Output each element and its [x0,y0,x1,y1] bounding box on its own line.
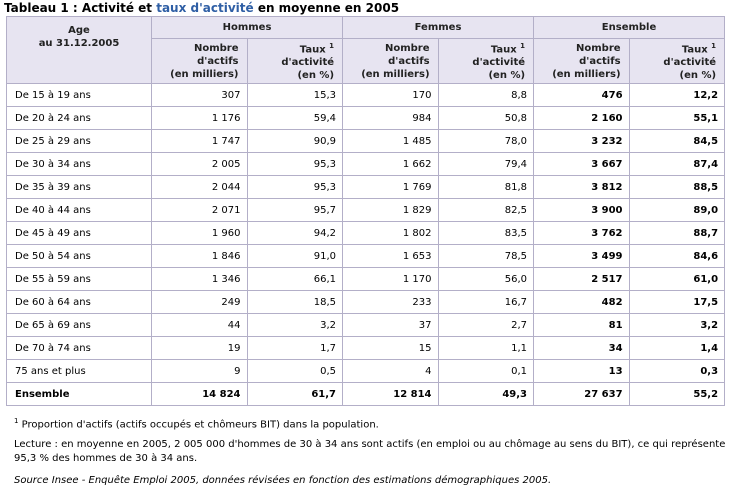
hommes-nombre-cell: 14 824 [152,383,248,406]
ensemble-taux-cell: 1,4 [629,337,725,360]
ensemble-taux-cell: 12,2 [629,84,725,107]
ensemble-nombre-cell: 34 [534,337,630,360]
ensemble-taux-cell: 88,7 [629,222,725,245]
femmes-taux-cell: 50,8 [438,107,534,130]
age-cell: De 60 à 64 ans [7,291,152,314]
hommes-nombre-cell: 1 960 [152,222,248,245]
age-cell: Ensemble [7,383,152,406]
ensemble-nombre-cell: 3 812 [534,176,630,199]
femmes-taux-cell: 0,1 [438,360,534,383]
ensemble-nombre-cell: 2 160 [534,107,630,130]
femmes-nombre-cell: 12 814 [343,383,439,406]
subheader-taux-2: d'activité [472,57,526,69]
age-header-line2: au 31.12.2005 [38,38,120,49]
hommes-taux-cell: 94,2 [247,222,343,245]
table-row [7,176,725,199]
subheader-taux-activite [247,39,343,84]
table-row [7,199,725,222]
notes [14,414,726,488]
ensemble-nombre-cell: 482 [534,291,630,314]
femmes-taux-cell: 1,1 [438,337,534,360]
femmes-taux-cell: 49,3 [438,383,534,406]
title-suffix: en moyenne en 2005 [253,1,400,15]
table-row [7,222,725,245]
subheader-nombre-3: (en milliers) [361,68,430,80]
femmes-nombre-cell: 15 [343,337,439,360]
subheader-nombre-3: (en milliers) [552,68,621,80]
femmes-taux-cell: 83,5 [438,222,534,245]
femmes-nombre-cell: 1 769 [343,176,439,199]
age-cell: De 50 à 54 ans [7,245,152,268]
table-row [7,245,725,268]
hommes-taux-cell: 15,3 [247,84,343,107]
femmes-taux-cell: 81,8 [438,176,534,199]
age-cell: De 35 à 39 ans [7,176,152,199]
ensemble-taux-cell: 89,0 [629,199,725,222]
hommes-taux-cell: 18,5 [247,291,343,314]
ensemble-taux-cell: 55,1 [629,107,725,130]
ensemble-taux-cell: 84,5 [629,130,725,153]
hommes-taux-cell: 95,7 [247,199,343,222]
group-header-ensemble: Ensemble [534,17,725,39]
footnote [14,414,726,432]
hommes-taux-cell: 1,7 [247,337,343,360]
subheader-taux-3: (en %) [679,70,717,82]
hommes-taux-cell: 90,9 [247,130,343,153]
footnote-ref: 1 [711,41,717,50]
table-row [7,314,725,337]
subheader-nombre-1: Nombre [576,42,621,54]
hommes-nombre-cell: 2 071 [152,199,248,222]
subheader-taux-1: Taux [681,44,708,56]
table-body [7,84,725,406]
femmes-nombre-cell: 4 [343,360,439,383]
footnote-text: Proportion d'actifs (actifs occupés et chômeurs BIT) dans la population. [18,419,379,431]
table-row [7,84,725,107]
ensemble-nombre-cell: 27 637 [534,383,630,406]
ensemble-nombre-cell: 3 762 [534,222,630,245]
subheader-nombre-actifs [534,39,630,84]
subheader-nombre-actifs [152,39,248,84]
ensemble-nombre-cell: 2 517 [534,268,630,291]
subheader-nombre-3: (en milliers) [170,68,239,80]
subheader-taux-2: d'activité [663,57,717,69]
femmes-taux-cell: 2,7 [438,314,534,337]
hommes-nombre-cell: 1 176 [152,107,248,130]
femmes-nombre-cell: 1 802 [343,222,439,245]
femmes-nombre-cell: 984 [343,107,439,130]
femmes-nombre-cell: 1 662 [343,153,439,176]
group-header-hommes: Hommes [152,17,343,39]
subheader-taux-1: Taux [490,44,517,56]
hommes-nombre-cell: 44 [152,314,248,337]
taux-activite-link[interactable]: taux d'activité [156,1,254,15]
subheader-nombre-1: Nombre [384,42,430,54]
subheader-nombre-1: Nombre [193,42,239,54]
subheader-nombre-2: d'actifs [197,55,239,67]
lecture-note: Lecture : en moyenne en 2005, 2 005 000 d'hommes de 30 à 34 ans sont actifs (en emploi ou au chômage au sens du BIT), ce qui représente 95,3 % des hommes de 30 à 34 ans. [14,439,726,465]
activity-table [6,16,725,406]
age-cell: De 55 à 59 ans [7,268,152,291]
femmes-taux-cell: 79,4 [438,153,534,176]
title-prefix: Tableau 1 : Activité et [4,1,157,15]
age-cell: De 45 à 49 ans [7,222,152,245]
hommes-taux-cell: 91,0 [247,245,343,268]
total-row [7,383,725,406]
group-header-femmes: Femmes [343,17,534,39]
footnote-ref: 1 [520,41,526,50]
table-row [7,360,725,383]
hommes-nombre-cell: 1 346 [152,268,248,291]
age-cell: De 70 à 74 ans [7,337,152,360]
hommes-taux-cell: 66,1 [247,268,343,291]
subheader-taux-3: (en %) [297,70,335,82]
femmes-taux-cell: 82,5 [438,199,534,222]
footnote-mark: 1 [14,417,19,425]
femmes-nombre-cell: 37 [343,314,439,337]
femmes-taux-cell: 78,5 [438,245,534,268]
femmes-nombre-cell: 1 829 [343,199,439,222]
femmes-nombre-cell: 1 485 [343,130,439,153]
table-row [7,268,725,291]
age-header [7,17,152,84]
ensemble-nombre-cell: 3 499 [534,245,630,268]
ensemble-taux-cell: 84,6 [629,245,725,268]
femmes-taux-cell: 16,7 [438,291,534,314]
hommes-nombre-cell: 249 [152,291,248,314]
ensemble-taux-cell: 61,0 [629,268,725,291]
ensemble-taux-cell: 3,2 [629,314,725,337]
ensemble-nombre-cell: 3 232 [534,130,630,153]
age-cell: De 20 à 24 ans [7,107,152,130]
hommes-nombre-cell: 2 044 [152,176,248,199]
source-note: Source Insee - Enquête Emploi 2005, données révisées en fonction des estimations démographiques 2005. [14,475,552,487]
femmes-taux-cell: 56,0 [438,268,534,291]
table-row [7,291,725,314]
hommes-nombre-cell: 1 747 [152,130,248,153]
hommes-taux-cell: 61,7 [247,383,343,406]
femmes-taux-cell: 78,0 [438,130,534,153]
hommes-taux-cell: 3,2 [247,314,343,337]
subheader-nombre-actifs [343,39,439,84]
subheader-taux-activite [629,39,725,84]
femmes-nombre-cell: 170 [343,84,439,107]
age-header-line1: Age [68,25,90,36]
hommes-nombre-cell: 1 846 [152,245,248,268]
table-row [7,153,725,176]
age-cell: De 30 à 34 ans [7,153,152,176]
subheader-nombre-2: d'actifs [388,55,430,67]
hommes-taux-cell: 95,3 [247,176,343,199]
subheader-taux-3: (en %) [488,70,526,82]
ensemble-taux-cell: 55,2 [629,383,725,406]
femmes-nombre-cell: 233 [343,291,439,314]
table-row [7,337,725,360]
age-cell: De 40 à 44 ans [7,199,152,222]
hommes-taux-cell: 59,4 [247,107,343,130]
age-cell: 75 ans et plus [7,360,152,383]
table-row [7,130,725,153]
age-cell: De 65 à 69 ans [7,314,152,337]
ensemble-nombre-cell: 3 900 [534,199,630,222]
hommes-taux-cell: 0,5 [247,360,343,383]
hommes-taux-cell: 95,3 [247,153,343,176]
ensemble-taux-cell: 87,4 [629,153,725,176]
age-cell: De 25 à 29 ans [7,130,152,153]
table-title [4,1,399,15]
hommes-nombre-cell: 9 [152,360,248,383]
femmes-nombre-cell: 1 170 [343,268,439,291]
hommes-nombre-cell: 307 [152,84,248,107]
ensemble-taux-cell: 88,5 [629,176,725,199]
ensemble-taux-cell: 17,5 [629,291,725,314]
subheader-taux-1: Taux [299,44,326,56]
subheader-taux-activite [438,39,534,84]
subheader-nombre-2: d'actifs [579,55,621,67]
femmes-nombre-cell: 1 653 [343,245,439,268]
table-row [7,107,725,130]
age-cell: De 15 à 19 ans [7,84,152,107]
ensemble-taux-cell: 0,3 [629,360,725,383]
ensemble-nombre-cell: 81 [534,314,630,337]
hommes-nombre-cell: 19 [152,337,248,360]
ensemble-nombre-cell: 476 [534,84,630,107]
ensemble-nombre-cell: 3 667 [534,153,630,176]
femmes-taux-cell: 8,8 [438,84,534,107]
footnote-ref: 1 [329,41,335,50]
subheader-taux-2: d'activité [281,57,335,69]
ensemble-nombre-cell: 13 [534,360,630,383]
hommes-nombre-cell: 2 005 [152,153,248,176]
